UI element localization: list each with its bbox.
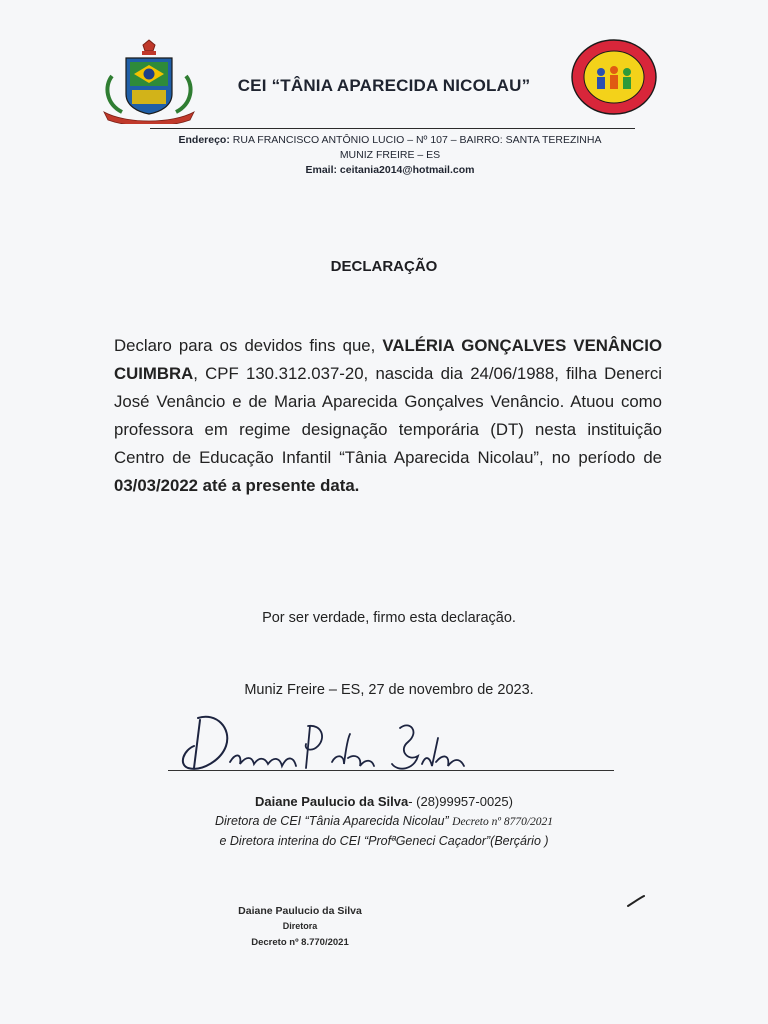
stamp-name: Daiane Paulucio da Silva bbox=[238, 905, 362, 917]
signer-phone: - (28)99957-0025) bbox=[408, 794, 513, 809]
address-value: RUA FRANCISCO ANTÔNIO LUCIO – Nº 107 – BAIRRO: SANTA TEREZINHA bbox=[232, 134, 602, 146]
signer-interim-role: e Diretora interina do CEI “ProfªGeneci Caçador”(Berçário ) bbox=[219, 834, 549, 848]
header-divider bbox=[150, 128, 635, 129]
truth-statement: Por ser verdade, firmo esta declaração. bbox=[262, 610, 516, 626]
place-and-date: Muniz Freire – ES, 27 de novembro de 2023. bbox=[244, 682, 534, 698]
body-intro: Declaro para os devidos fins que, bbox=[114, 336, 383, 355]
email-line: Email: ceitania2014@hotmail.com bbox=[305, 164, 475, 176]
signer-role-line bbox=[0, 814, 768, 828]
municipal-coat-of-arms-icon bbox=[98, 38, 200, 124]
stamp-decree: Decreto nº 8.770/2021 bbox=[251, 937, 349, 948]
signature-line bbox=[168, 770, 614, 771]
signer-name-line bbox=[0, 794, 768, 809]
city-line: MUNIZ FREIRE – ES bbox=[339, 149, 441, 161]
signer-name: Daiane Paulucio da Silva bbox=[255, 794, 409, 809]
declared-person-name: VALÉRIA GONÇALVES VENÂNCIO CUIMBRA bbox=[114, 336, 662, 383]
body-details: , CPF 130.312.037-20, nascida dia 24/06/1988, filha Denerci José Venâncio e de Maria Aparecida Gonçalves Venâncio. Atuou como professora em regime designação temporária (DT) nesta instituição Centro de Educação Infantil “Tânia Aparecida Nicolau”, no período de bbox=[114, 364, 662, 467]
signer-decree: Decreto nº 8770/2021 bbox=[452, 816, 554, 828]
signer-role: Diretora de CEI “Tânia Aparecida Nicolau” bbox=[214, 814, 449, 828]
cei-school-seal-icon bbox=[570, 38, 658, 116]
stamp-role: Diretora bbox=[282, 921, 318, 931]
pen-mark bbox=[626, 894, 646, 908]
employment-period: 03/03/2022 até a presente data. bbox=[114, 476, 360, 495]
school-name: CEI “TÂNIA APARECIDA NICOLAU” bbox=[237, 76, 531, 95]
address-label: Endereço: bbox=[178, 134, 230, 146]
declaration-body bbox=[114, 332, 662, 500]
address-line bbox=[100, 134, 680, 146]
document-title: DECLARAÇÃO bbox=[330, 258, 438, 275]
